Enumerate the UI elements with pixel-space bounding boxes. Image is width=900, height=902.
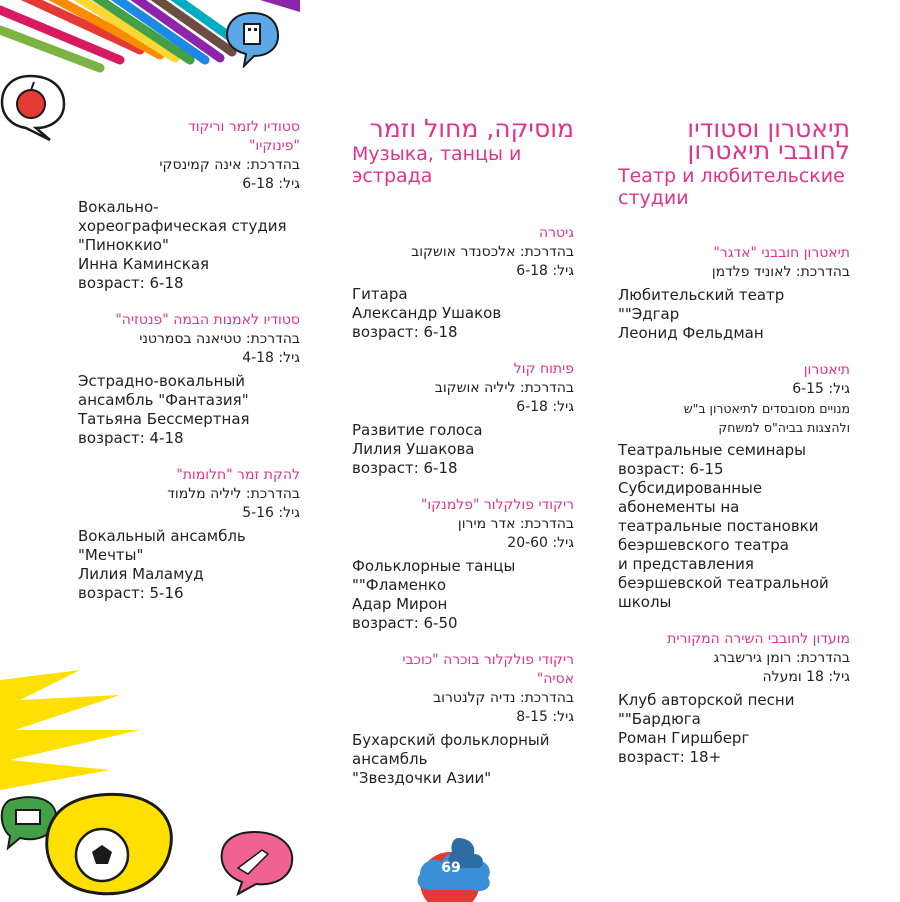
activity-line-russian: возраст: 6-18: [78, 274, 184, 292]
activity-line-russian: театральные постановки: [618, 517, 819, 535]
activity-line-russian: Клуб авторской песни: [618, 691, 795, 709]
column-music: [352, 114, 574, 806]
robot-bubble-icon: [222, 8, 282, 68]
activity-detail-hebrew: בהדרכת: אדר מירון: [457, 516, 574, 532]
activity-title-hebrew: ריקודי פולקלור "פלמנקו": [420, 497, 574, 513]
activity-description-russian: [618, 691, 850, 767]
activity-detail-hebrew: מנויים מסובסדים לתיאטרון ב"ש: [683, 401, 850, 416]
activity-description-russian: [78, 527, 300, 603]
activity-entry: [618, 630, 850, 767]
column-theater: [618, 114, 850, 785]
activity-detail-hebrew: ולהצגות בביה"ס למשחק: [718, 420, 850, 435]
activity-line-russian: и представления: [618, 555, 754, 573]
activity-line-russian: беэршевского театра: [618, 536, 789, 554]
activity-line-russian: возраст: 6-15: [618, 460, 724, 478]
activity-detail-hebrew: בהדרכת: אלכסנדר אושקוב: [411, 244, 574, 260]
activity-entry: [618, 244, 850, 343]
activity-line-russian: Субсидированные: [618, 479, 763, 497]
activity-line-russian: возраст: 6-18: [352, 323, 458, 341]
activity-title-hebrew: להקת זמר "חלומות": [176, 467, 300, 483]
activity-entry: [78, 118, 300, 293]
activity-line-russian: Гитара: [352, 285, 408, 303]
activity-description-russian: [352, 557, 574, 633]
column-vocal-studios: [78, 118, 300, 621]
activity-title-hebrew: מועדון לחובבי השירה המקורית: [667, 631, 850, 647]
activity-line-russian: "Мечты": [78, 546, 144, 564]
activity-line-russian: Роман Гиршберг: [618, 729, 750, 747]
activity-entry: [618, 361, 850, 612]
activity-line-russian: ансамбль: [352, 750, 428, 768]
activity-detail-hebrew: בהדרכת: ליליה אושקוב: [434, 380, 574, 396]
activity-line-russian: школы: [618, 593, 672, 611]
column-title-russian: эстрада: [352, 165, 433, 187]
activity-line-russian: беэршевской театральной: [618, 574, 829, 592]
activity-entry: [352, 496, 574, 633]
activity-entry: [78, 311, 300, 448]
activity-line-russian: Фольклорные танцы: [352, 557, 516, 575]
activity-line-russian: абонементы на: [618, 498, 740, 516]
yellow-splash: [0, 660, 160, 800]
activity-line-russian: Развитие голоса: [352, 421, 483, 439]
activity-entry: [352, 651, 574, 788]
column-title-hebrew: תיאטרון וסטודיו: [687, 114, 850, 143]
column-title-hebrew: מוסיקה, מחול וזמר: [369, 114, 574, 143]
activity-line-russian: хореографическая студия: [78, 217, 287, 235]
activity-detail-hebrew: גיל: 18 ומעלה: [762, 669, 850, 685]
activity-line-russian: ""Бардюга: [618, 710, 701, 728]
activity-detail-hebrew: בהדרכת: ליליה מלמוד: [167, 486, 300, 502]
activity-line-russian: Вокальный ансамбль: [78, 527, 246, 545]
activity-line-russian: ансамбль "Фантазия": [78, 391, 249, 409]
activity-title-hebrew: פיתוח קול: [513, 361, 574, 377]
activity-title-hebrew: סטודיו לאמנות הבמה "פנטזיה": [115, 312, 300, 328]
activity-line-russian: Лилия Маламуд: [78, 565, 204, 583]
activity-line-russian: возраст: 6-50: [352, 614, 458, 632]
activity-line-russian: Любительский театр: [618, 286, 785, 304]
activity-detail-hebrew: גיל: 20-60: [507, 535, 574, 551]
soccer-ball-bubble-icon: [40, 790, 180, 900]
activity-line-russian: Лилия Ушакова: [352, 440, 475, 458]
activity-detail-hebrew: גיל: 8-15: [516, 709, 574, 725]
activity-description-russian: [352, 731, 574, 788]
activity-detail-hebrew: בהדרכת: נדיה קלנטרוב: [433, 690, 574, 706]
activity-title-hebrew: תיאטרון: [803, 362, 850, 378]
activity-description-russian: [352, 285, 574, 342]
activity-description-russian: [78, 198, 300, 293]
activity-title-hebrew: ריקודי פולקלור בוכרה "כוכבי: [402, 652, 574, 668]
activity-title-hebrew: תיאטרון חובבני "אדגר": [713, 245, 850, 261]
activity-title-hebrew: אסיה": [536, 671, 574, 687]
activity-detail-hebrew: גיל: 6-18: [516, 399, 574, 415]
activity-description-russian: [78, 372, 300, 448]
activity-line-russian: Татьяна Бессмертная: [78, 410, 250, 428]
activity-entry: [352, 360, 574, 478]
activity-detail-hebrew: בהדרכת: אינה קמינסקי: [159, 157, 300, 173]
column-title-hebrew: לחובבי תיאטרון: [687, 136, 850, 165]
activity-line-russian: Театральные семинары: [618, 441, 807, 459]
activity-line-russian: "Звездочки Азии": [352, 769, 492, 787]
activity-detail-hebrew: בהדרכת: לאוניד פלדמן: [711, 264, 850, 280]
activity-description-russian: [618, 286, 850, 343]
activity-detail-hebrew: גיל: 6-18: [516, 263, 574, 279]
activity-title-hebrew: סטודיו לזמר וריקוד: [188, 119, 300, 135]
activity-entry: [352, 224, 574, 342]
activity-line-russian: Леонид Фельдман: [618, 324, 764, 342]
activity-title-hebrew: גיטרה: [538, 225, 574, 241]
activity-detail-hebrew: בהדרכת: רומן גירשברג: [713, 650, 850, 666]
activity-line-russian: возраст: 4-18: [78, 429, 184, 447]
activity-entry: [78, 466, 300, 603]
activity-line-russian: Эстрадно-вокальный: [78, 372, 246, 390]
activity-title-hebrew: "פינוקיו": [248, 138, 300, 154]
column-title-russian: Музыка, танцы и: [352, 143, 522, 165]
page-number: 69: [441, 860, 461, 876]
apple-bubble-icon: [0, 72, 70, 142]
column-title-russian: студии: [618, 187, 689, 209]
rocket-bubble-icon: [218, 828, 298, 898]
activity-detail-hebrew: גיל: 6-18: [242, 176, 300, 192]
activity-line-russian: "Пиноккио": [78, 236, 169, 254]
activity-line-russian: Адар Мирон: [352, 595, 448, 613]
activity-line-russian: Александр Ушаков: [352, 304, 502, 322]
activity-line-russian: возраст: 5-16: [78, 584, 184, 602]
activity-detail-hebrew: בהדרכת: טטיאנה בסמרטני: [139, 331, 300, 347]
activity-line-russian: Вокально-: [78, 198, 159, 216]
activity-detail-hebrew: גיל: 5-16: [242, 505, 300, 521]
activity-description-russian: [618, 441, 850, 612]
column-title-russian: Театр и любительские: [618, 165, 845, 187]
activity-detail-hebrew: גיל: 6-15: [792, 381, 850, 397]
activity-line-russian: ""Фламенко: [352, 576, 447, 594]
column-title-russian-block: [618, 166, 850, 208]
column-title-russian-block: [352, 144, 574, 186]
activity-line-russian: Инна Каминская: [78, 255, 210, 273]
activity-description-russian: [352, 421, 574, 478]
activity-line-russian: ""Эдгар: [618, 305, 680, 323]
activity-line-russian: возраст: 18+: [618, 748, 722, 766]
activity-line-russian: Бухарский фольклорный: [352, 731, 550, 749]
activity-detail-hebrew: גיל: 4-18: [242, 350, 300, 366]
activity-line-russian: возраст: 6-18: [352, 459, 458, 477]
